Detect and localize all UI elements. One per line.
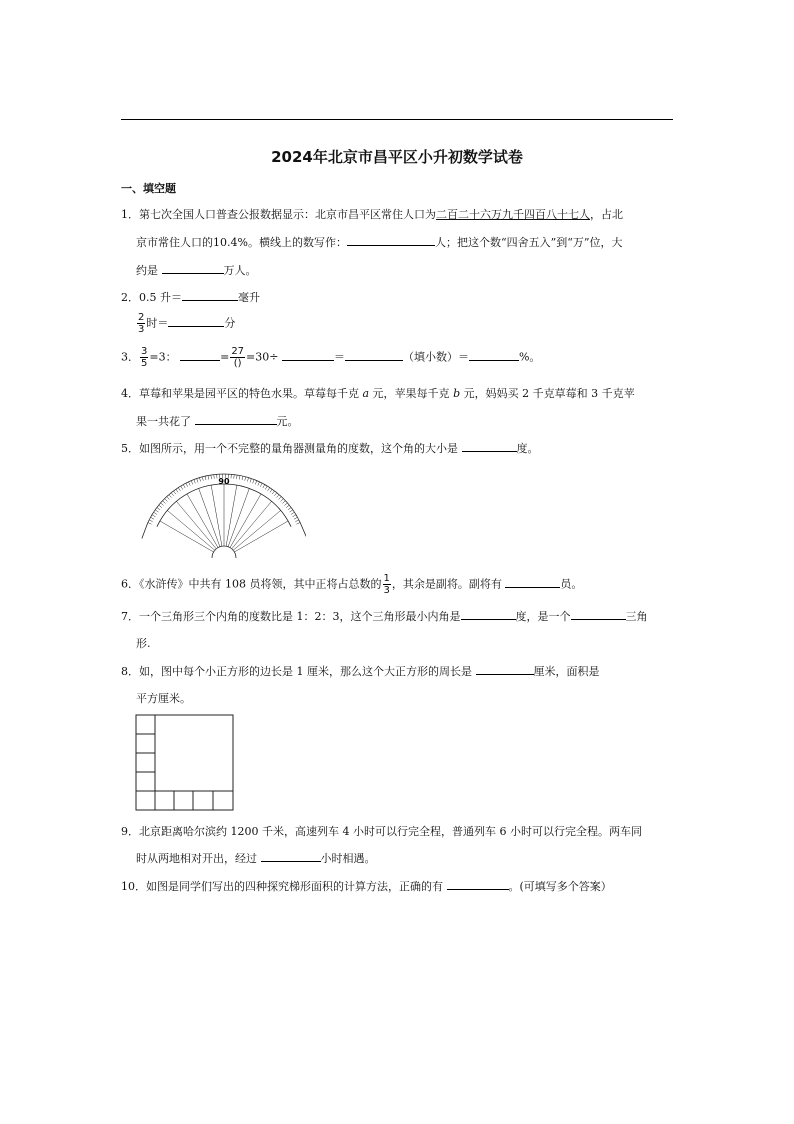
answer-blank[interactable] xyxy=(447,878,509,890)
protractor-tick xyxy=(270,489,272,492)
answer-blank[interactable] xyxy=(345,349,403,361)
protractor-tick xyxy=(286,505,289,508)
protractor-ray xyxy=(167,510,214,550)
question-7: 7．一个三角形三个内角的度数比是 1：2：3，这个三角形最小内角是 度，是一个 三角 xyxy=(121,610,648,623)
protractor-tick xyxy=(283,501,286,504)
answer-blank[interactable] xyxy=(180,349,220,361)
protractor-tick xyxy=(268,488,270,491)
protractor-tick xyxy=(178,488,180,491)
protractor-tick xyxy=(169,495,172,498)
protractor-tick xyxy=(250,479,251,483)
protractor-tick xyxy=(151,517,154,519)
protractor-tick xyxy=(237,475,238,479)
answer-blank[interactable] xyxy=(162,262,224,274)
header-rule xyxy=(121,119,673,120)
protractor-tick xyxy=(191,481,193,485)
question-4-line-2: 果一共花了 元。 xyxy=(136,415,299,428)
protractor-right-edge xyxy=(300,523,306,537)
protractor-tick xyxy=(154,512,157,514)
protractor-tick xyxy=(290,510,293,512)
answer-blank[interactable] xyxy=(182,289,238,301)
protractor-90-label: 90 xyxy=(218,477,230,486)
protractor-tick xyxy=(155,510,158,512)
answer-blank[interactable] xyxy=(476,663,534,675)
protractor-tick xyxy=(199,478,200,482)
protractor-ray xyxy=(176,501,216,548)
answer-blank[interactable] xyxy=(505,576,560,588)
protractor-tick xyxy=(205,476,206,480)
answer-blank[interactable] xyxy=(462,440,517,452)
question-5: 5．如图所示，用一个不完整的量角器测量角的度数，这个角的大小是 度。 xyxy=(121,442,539,455)
square-grid-figure xyxy=(135,714,235,812)
question-8: 8．如，图中每个小正方形的边长是 1 厘米，那么这个大正方形的周长是 厘米，面积是 xyxy=(121,665,600,678)
protractor-tick xyxy=(176,489,178,492)
protractor-tick xyxy=(239,476,240,480)
protractor-tick xyxy=(294,517,297,519)
question-3: 3． $\frac{3}{5}$ =3： = $\frac{27}{()}$ =30÷ ＝ （填小数）＝ %。 xyxy=(121,346,541,369)
protractor-tick xyxy=(284,503,287,506)
question-2-line-2: $\frac{2}{3}$ 时＝ 分 xyxy=(138,312,236,335)
protractor-tick xyxy=(281,499,284,502)
protractor-tick xyxy=(211,475,212,479)
question-1: 1．第七次全国人口普查公报数据显示：北京市昌平区常住人口为二百二十六万九千四百八十七人，占北 xyxy=(121,208,623,221)
protractor-tick xyxy=(295,520,299,522)
question-1-line-2: 京市常住人口的10.4%。横线上的数写作： 人；把这个数“四舍五入”到“万”位，大 xyxy=(136,236,623,249)
protractor-tick xyxy=(245,477,246,481)
question-9-line-2: 时从两地相对开出，经过 小时相遇。 xyxy=(136,852,376,865)
protractor-tick xyxy=(208,476,209,480)
fraction: $\frac{2}{3}$ xyxy=(138,312,145,335)
protractor-tick xyxy=(189,482,191,486)
protractor-tick xyxy=(288,507,291,509)
protractor-tick xyxy=(194,480,195,484)
underlined-number-words: 二百二十六万九千四百八十七人 xyxy=(436,208,590,221)
answer-blank[interactable] xyxy=(261,850,321,862)
protractor-tick xyxy=(149,520,153,522)
protractor-tick xyxy=(165,499,168,502)
fraction: $\frac{1}{3}$ xyxy=(383,573,390,596)
protractor-tick xyxy=(276,495,279,498)
protractor-tick xyxy=(167,497,170,500)
protractor-tick xyxy=(181,486,183,489)
protractor-tick xyxy=(260,483,262,487)
protractor-tick xyxy=(272,491,274,494)
protractor-tick xyxy=(265,486,267,489)
protractor-ray xyxy=(232,501,272,548)
page-title: 2024年北京市昌平区小升初数学试卷 xyxy=(271,148,523,166)
protractor-tick xyxy=(152,515,155,517)
question-6: 6．《水浒传》中共有 108 员将领，其中正将占总数的 $\frac{1}{3}$ ，其余是副将。副将有 员。 xyxy=(121,573,583,596)
protractor-ray xyxy=(233,510,280,550)
protractor-tick xyxy=(293,515,296,517)
answer-blank[interactable] xyxy=(195,413,277,425)
protractor-tick xyxy=(157,507,160,509)
answer-blank[interactable] xyxy=(347,234,435,246)
protractor-tick xyxy=(171,493,174,496)
protractor-figure xyxy=(136,462,306,564)
protractor-tick xyxy=(197,479,198,483)
question-7-line-2: 形. xyxy=(136,637,151,650)
protractor-tick xyxy=(297,523,301,525)
answer-blank[interactable] xyxy=(461,608,516,620)
question-10: 10．如图是同学们写出的四种探究梯形面积的计算方法，正确的有 。(可填写多个答案） xyxy=(121,880,612,893)
section-heading: 一、填空题 xyxy=(121,182,176,195)
protractor-tick xyxy=(148,523,152,525)
protractor-tick xyxy=(279,497,282,500)
fraction: $\frac{3}{5}$ xyxy=(141,346,148,369)
protractor-tick xyxy=(163,501,166,504)
protractor-tick xyxy=(258,482,260,486)
question-1-line-3: 约是 万人。 xyxy=(136,264,257,277)
protractor-tick xyxy=(274,493,277,496)
answer-blank[interactable] xyxy=(168,315,224,327)
protractor-tick xyxy=(253,480,254,484)
protractor-tick xyxy=(173,491,175,494)
protractor-tick xyxy=(161,503,164,506)
protractor-tick xyxy=(255,481,257,485)
protractor-left-edge xyxy=(142,523,148,539)
protractor-tick xyxy=(183,485,185,488)
fraction: $\frac{27}{()}$ xyxy=(231,346,245,369)
protractor-tick xyxy=(159,505,162,508)
question-8-line-2: 平方厘米。 xyxy=(136,692,191,705)
protractor-tick xyxy=(202,477,203,481)
protractor-tick xyxy=(291,512,294,514)
question-2: 2．0.5 升＝ 毫升 xyxy=(121,291,260,304)
question-9: 9．北京距离哈尔滨约 1200 千米，高速列车 4 小时可以行完全程，普通列车 6 小时可以行完全程。两车同 xyxy=(121,825,642,838)
protractor-tick xyxy=(186,483,188,487)
question-4: 4．草莓和苹果是园平区的特色水果。草莓每千克 a 元，苹果每千克 b 元，妈妈买 2 千克草莓和 3 千克苹 xyxy=(121,387,635,400)
protractor-tick xyxy=(242,476,243,480)
answer-blank[interactable] xyxy=(469,349,519,361)
protractor-tick xyxy=(247,478,248,482)
protractor-tick xyxy=(263,485,265,488)
answer-blank[interactable] xyxy=(282,349,334,361)
answer-blank[interactable] xyxy=(571,608,626,620)
